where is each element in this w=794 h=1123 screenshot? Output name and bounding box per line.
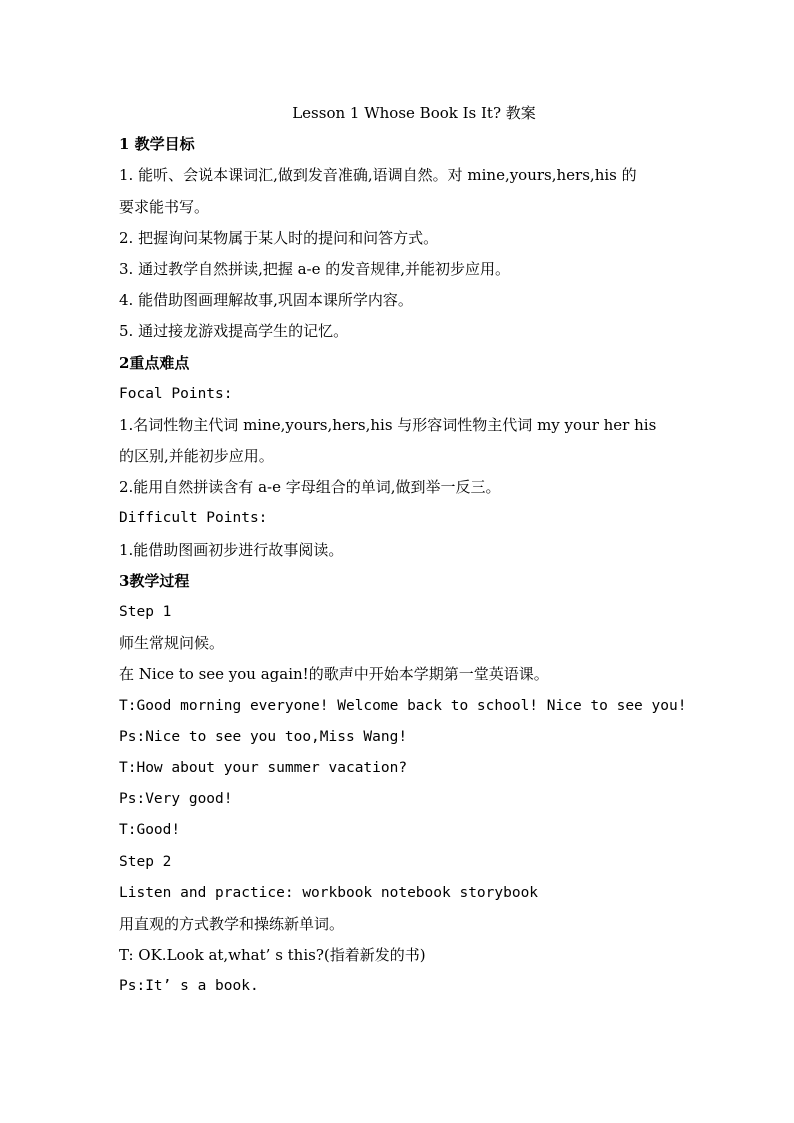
objective-line: 1. 能听、会说本课词汇,做到发音准确,语调自然。对 mine,yours,hers,his 的 <box>119 166 637 185</box>
step-label: Step 2 <box>119 853 172 870</box>
section-heading-objectives: 1 教学目标 <box>119 135 195 154</box>
difficult-point-line: 1.能借助图画初步进行故事阅读。 <box>119 540 344 559</box>
focal-point-line: 2.能用自然拼读含有 a-e 字母组合的单词,做到举一反三。 <box>119 478 501 497</box>
document-body <box>119 98 687 1002</box>
objective-line: 2. 把握询问某物属于某人时的提问和问答方式。 <box>119 228 439 247</box>
difficult-points-label: Difficult Points: <box>119 510 268 527</box>
objective-line: 4. 能借助图画理解故事,巩固本课所学内容。 <box>119 291 413 310</box>
objective-line: 5. 通过接龙游戏提高学生的记忆。 <box>119 322 349 341</box>
step-line: 师生常规问候。 <box>119 634 225 653</box>
dialogue-line: Ps:Very good! <box>119 791 233 808</box>
document-title: Lesson 1 Whose Book Is It? 教案 <box>292 104 536 122</box>
step-label: Step 1 <box>119 604 172 620</box>
step-line: 在 Nice to see you again!的歌声中开始本学期第一堂英语课。 <box>119 665 549 684</box>
objective-line: 3. 通过教学自然拼读,把握 a-e 的发音规律,并能初步应用。 <box>119 259 511 278</box>
objective-line: 要求能书写。 <box>119 197 210 216</box>
focal-point-line: 的区别,并能初步应用。 <box>119 447 274 466</box>
dialogue-line: Ps:Nice to see you too,Miss Wang! <box>119 728 408 745</box>
step-line: Listen and practice: workbook notebook storybook <box>119 884 539 901</box>
dialogue-line: T:Good! <box>119 822 181 839</box>
focal-points-label: Focal Points: <box>119 385 233 402</box>
section-heading-process: 3教学过程 <box>119 571 190 590</box>
dialogue-line: T: OK.Look at,what’ s this?(指着新发的书) <box>119 946 426 965</box>
dialogue-line: Ps:It’ s a book. <box>119 978 259 995</box>
focal-point-line: 1.名词性物主代词 mine,yours,hers,his 与形容词性物主代词 my your her his <box>119 415 657 434</box>
section-heading-key-points: 2重点难点 <box>119 353 190 372</box>
step-line: 用直观的方式教学和操练新单词。 <box>119 914 345 933</box>
dialogue-line: T:How about your summer vacation? <box>119 759 408 776</box>
dialogue-line: T:Good morning everyone! Welcome back to school! Nice to see you! <box>119 697 687 714</box>
